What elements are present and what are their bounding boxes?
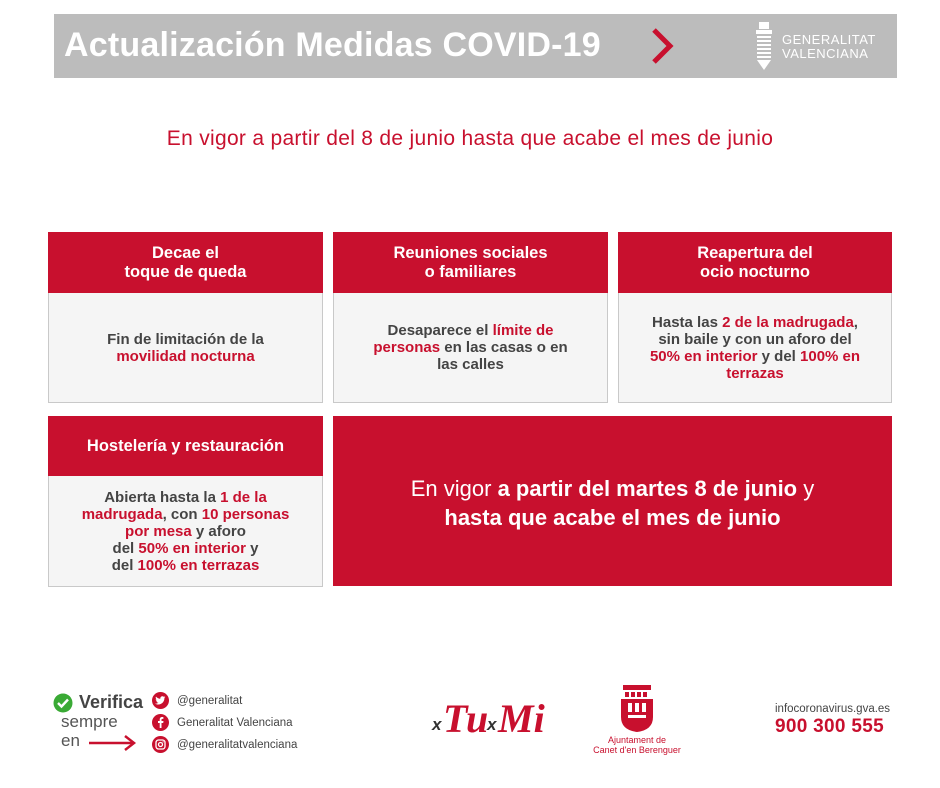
card-text: y aforo [195, 522, 246, 540]
social-handle: @generalitatvalenciana [177, 738, 298, 751]
campaign-mi: Mi [498, 696, 545, 741]
card-toque-de-queda [48, 232, 323, 403]
card-body [49, 293, 322, 402]
card-header [48, 232, 323, 293]
campaign-tu: Tu [443, 696, 489, 741]
twitter-icon [152, 692, 169, 709]
card-text: del [111, 556, 134, 574]
card-highlight: terrazas [726, 364, 784, 382]
card-text: Abierta hasta la [104, 488, 216, 506]
ajuntament-logo [584, 684, 690, 760]
card-title-line1: Reuniones sociales [393, 243, 548, 262]
highlight-strong: a partir del martes 8 de junio [497, 476, 798, 501]
card-text: y [250, 539, 259, 557]
highlight-strong: hasta que acabe el mes de junio [444, 505, 781, 530]
card-highlight: por mesa [125, 522, 192, 540]
card-highlight: 10 personas [201, 505, 290, 523]
campaign-x2: x [487, 715, 497, 734]
social-instagram[interactable] [152, 736, 297, 753]
card-text: , [853, 313, 858, 331]
card-text: Desaparece el [387, 322, 489, 339]
card-highlight: 1 de la [220, 488, 267, 506]
card-highlight: límite de [492, 322, 554, 339]
campaign-logo [430, 690, 550, 742]
social-handle: @generalitat [177, 694, 243, 707]
card-highlight: 50% en interior [649, 347, 758, 365]
subtitle: En vigor a partir del 8 de junio hasta que acabe el mes de junio [166, 127, 774, 150]
card-title-line2: toque de queda [124, 262, 247, 281]
generalitat-logo [752, 20, 892, 74]
ajuntament-line2: Canet d'en Berenguer [593, 745, 681, 755]
ajuntament-text [584, 735, 690, 755]
en-label: en [61, 731, 80, 750]
page-title: Actualización Medidas COVID-19 [64, 26, 601, 64]
chevron-right-icon [650, 26, 674, 66]
card-highlight: 100% en [800, 347, 861, 365]
card-text: , con [162, 505, 198, 523]
gva-logo-line2: VALENCIANA [782, 46, 869, 61]
ajuntament-shield-icon [584, 684, 690, 734]
sempre-label: sempre [61, 712, 118, 731]
card-title: Hostelería y restauración [86, 436, 285, 455]
card-highlight: madrugada [81, 505, 163, 523]
card-body [49, 476, 322, 586]
card-text: sin baile y con un aforo del [658, 330, 852, 348]
social-handle: Generalitat Valenciana [177, 716, 293, 729]
card-text: en las casas o en [444, 339, 568, 356]
verifica-label: Verifica [79, 692, 144, 712]
card-title-line1: Decae el [152, 243, 219, 262]
ajuntament-line1: Ajuntament de [607, 735, 667, 745]
arrow-right-icon [89, 734, 137, 752]
card-highlight: 50% en interior [138, 539, 246, 557]
card-title-line2: o familiares [424, 262, 517, 281]
card-highlight: personas [373, 339, 441, 356]
card-text: del [112, 539, 135, 557]
card-text: Hasta las [652, 313, 718, 331]
card-header [618, 232, 892, 293]
card-title-line2: ocio nocturno [699, 262, 810, 281]
gva-emblem-icon [752, 20, 776, 72]
card-text: y del [761, 347, 796, 365]
social-facebook[interactable] [152, 714, 293, 731]
campaign-x1: x [432, 715, 442, 734]
card-body [334, 293, 607, 402]
card-highlight: 100% en terrazas [137, 556, 260, 574]
card-text: Fin de limitación de la [107, 330, 264, 348]
card-hosteleria [48, 416, 323, 587]
card-header [333, 232, 608, 293]
gva-logo-line1: GENERALITAT [782, 32, 876, 47]
card-highlight: movilidad nocturna [116, 347, 255, 365]
card-ocio-nocturno [618, 232, 892, 403]
highlight-box [333, 416, 892, 586]
card-text: las calles [437, 356, 504, 373]
highlight-text: y [803, 476, 815, 501]
card-title-line1: Reapertura del [697, 243, 813, 262]
instagram-icon [152, 736, 169, 753]
gva-logo-text [782, 33, 876, 61]
card-body [619, 293, 891, 402]
highlight-text: En vigor [410, 476, 492, 501]
social-twitter[interactable] [152, 692, 242, 709]
phone-number[interactable]: 900 300 555 [775, 716, 884, 737]
check-circle-icon [53, 693, 73, 713]
card-header [48, 416, 323, 476]
facebook-icon [152, 714, 169, 731]
card-highlight: 2 de la madrugada [722, 313, 854, 331]
info-url-link[interactable]: infocoronavirus.gva.es [775, 703, 891, 715]
card-reuniones [333, 232, 608, 403]
